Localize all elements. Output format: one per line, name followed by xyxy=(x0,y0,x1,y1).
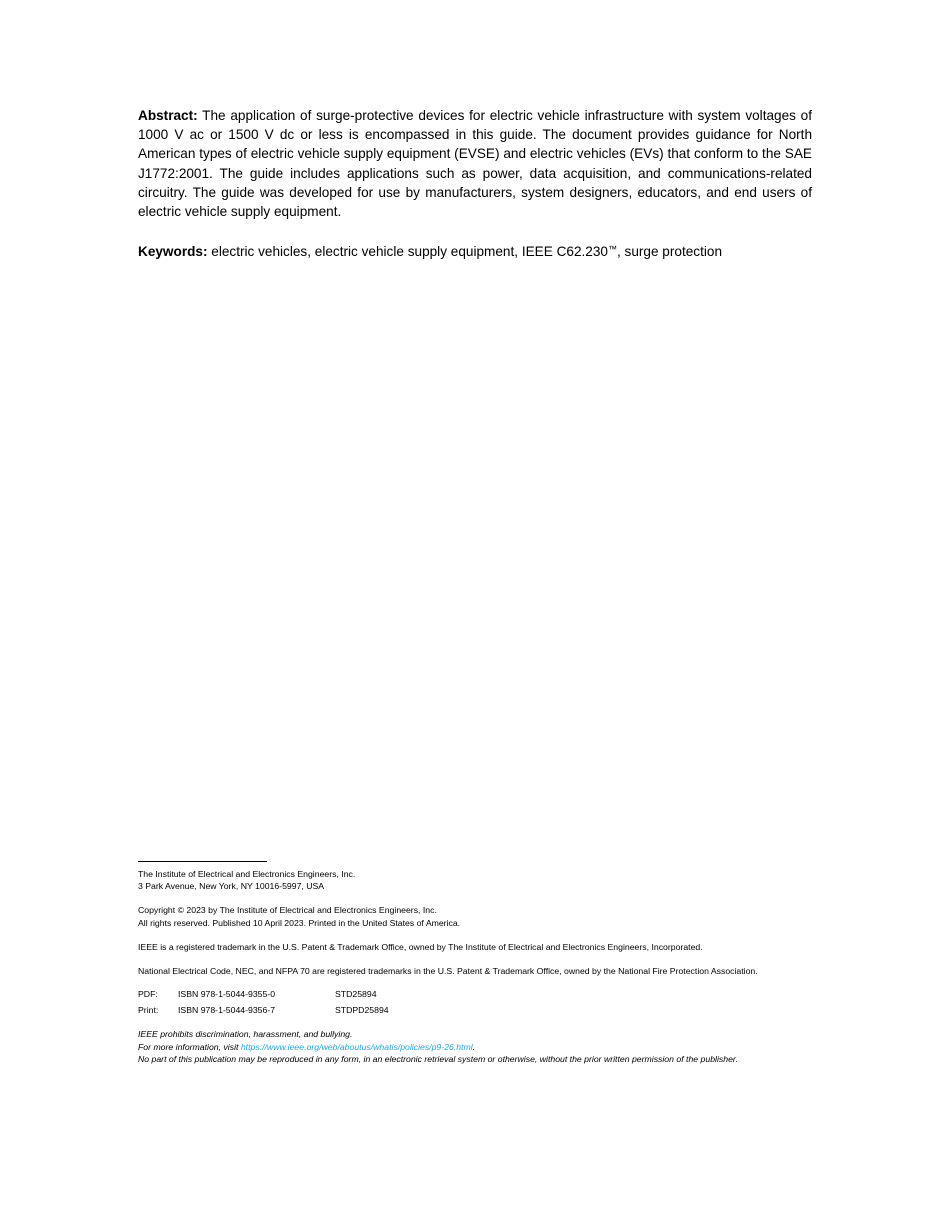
keywords-body-tail: , surge protection xyxy=(616,243,723,259)
table-row xyxy=(138,988,389,1004)
more-information-prefix: For more information, visit xyxy=(138,1041,241,1052)
isbn-format-label: PDF: xyxy=(138,989,158,1000)
table-row xyxy=(138,1004,389,1016)
nfpa-trademark-notice: National Electrical Code, NEC, and NFPA 70 are registered trademarks in the U.S. Patent & Trademark Office, owned by the National Fire Protection Association. xyxy=(138,965,758,976)
keywords-paragraph xyxy=(138,221,812,261)
isbn-format-label: Print: xyxy=(138,1005,159,1016)
copyright-line: Copyright © 2023 by The Institute of Electrical and Electronics Engineers, Inc. xyxy=(138,905,437,916)
isbn-number: ISBN 978-1-5044-9356-7 xyxy=(178,1005,276,1016)
reproduction-restriction-statement: No part of this publication may be reproduced in any form, in an electronic retrieval system or otherwise, without the prior written permission of the publisher. xyxy=(138,1054,738,1065)
publisher-address xyxy=(138,868,814,893)
isbn-std-code: STD25894 xyxy=(335,989,377,1000)
isbn-number: ISBN 978-1-5044-9355-0 xyxy=(178,989,276,1000)
isbn-table xyxy=(138,988,389,1016)
publisher-name: The Institute of Electrical and Electronics Engineers, Inc. xyxy=(138,869,356,879)
abstract-body: The application of surge-protective devices for electric vehicle infrastructure with system voltages of 1000 V ac or 1500 V dc or less is encompassed in this guide. The document provides guidance for North American types of electric vehicle supply equipment (EVSE) and electric vehicles (EVs) that conform to the SAE J1772:2001. The guide includes applications such as power, data acquisition, and communications-related circuitry. The guide was developed for use by manufacturers, system designers, educators, and end users of electric vehicle supply equipment. xyxy=(138,108,813,220)
front-matter-text-block xyxy=(138,106,812,261)
nondiscrimination-statement: IEEE prohibits discrimination, harassment, and bullying. xyxy=(138,1028,353,1039)
ieee-policy-link[interactable]: https://www.ieee.org/web/aboutus/whatis/policies/p9-26.html xyxy=(240,1041,473,1052)
keywords-body: electric vehicles, electric vehicle supply equipment, IEEE C62.230 xyxy=(211,243,608,259)
rights-published-line: All rights reserved. Published 10 April 2023. Printed in the United States of America. xyxy=(138,917,461,928)
ieee-trademark-notice: IEEE is a registered trademark in the U.S. Patent & Trademark Office, owned by The Institute of Electrical and Electronics Engineers, Incorporated. xyxy=(138,941,703,952)
more-information-suffix: . xyxy=(472,1041,476,1052)
publisher-street-address: 3 Park Avenue, New York, NY 10016-5997, USA xyxy=(138,881,325,892)
footnote-separator-rule xyxy=(138,861,267,862)
legal-policy-notice xyxy=(138,1028,814,1066)
abstract-paragraph xyxy=(138,106,812,221)
trademark-symbol-icon: ™ xyxy=(607,244,617,255)
abstract-label: Abstract: xyxy=(138,108,198,123)
copyright-notice xyxy=(138,904,814,929)
more-information-line xyxy=(138,1041,814,1054)
isbn-block xyxy=(138,988,814,1016)
keywords-label: Keywords: xyxy=(138,243,208,259)
isbn-std-code: STDPD25894 xyxy=(335,1005,389,1016)
copyright-footer-block xyxy=(138,861,814,1066)
